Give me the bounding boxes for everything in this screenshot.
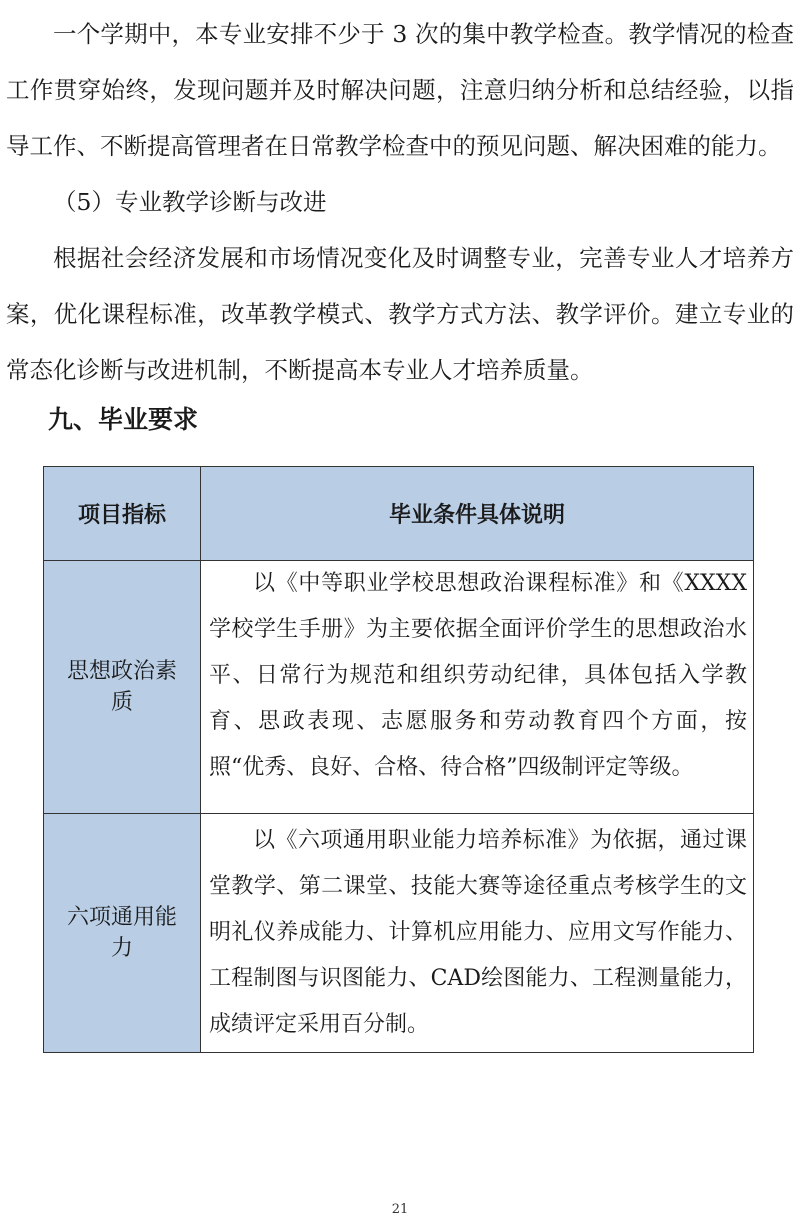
row-label-general-abilities: 六项通用能力 <box>44 814 201 1053</box>
row-description-general-abilities: 以《六项通用职业能力培养标准》为依据，通过课堂教学、第二课堂、技能大赛等途径重点考核学生的文明礼仪养成能力、计算机应用能力、应用文写作能力、工程制图与识图能力、CAD绘图能力、工程测量能力，成绩评定采用百分制。 <box>201 814 754 1053</box>
subheading-teaching-diagnosis: （5）专业教学诊断与改进 <box>53 188 327 216</box>
table-header-description: 毕业条件具体说明 <box>201 467 754 561</box>
table-row <box>44 561 754 814</box>
row-label-political-quality: 思想政治素质 <box>44 561 201 814</box>
body-paragraph-improvement: 根据社会经济发展和市场情况变化及时调整专业，完善专业人才培养方案，优化课程标准，改革教学模式、教学方式方法、教学评价。建立专业的常态化诊断与改进机制，不断提高本专业人才培养质量。 <box>6 244 794 384</box>
table-header-row <box>44 467 754 561</box>
body-paragraph-inspection: 一个学期中，本专业安排不少于 3 次的集中教学检查。教学情况的检查工作贯穿始终，发现问题并及时解决问题，注意归纳分析和总结经验，以指导工作、不断提高管理者在日常教学检查中的预见问题、解决困难的能力。 <box>6 20 794 160</box>
page-number: 21 <box>391 1202 409 1217</box>
graduation-requirements-table <box>43 466 754 1053</box>
section-heading-graduation-requirements: 九、毕业要求 <box>48 405 199 434</box>
row-description-political-quality: 以《中等职业学校思想政治课程标准》和《XXXX学校学生手册》为主要依据全面评价学生的思想政治水平、日常行为规范和组织劳动纪律，具体包括入学教育、思政表现、志愿服务和劳动教育四个方面，按照“优秀、良好、合格、待合格”四级制评定等级。 <box>201 561 754 814</box>
table-row <box>44 814 754 1053</box>
table-header-indicator: 项目指标 <box>44 467 201 561</box>
